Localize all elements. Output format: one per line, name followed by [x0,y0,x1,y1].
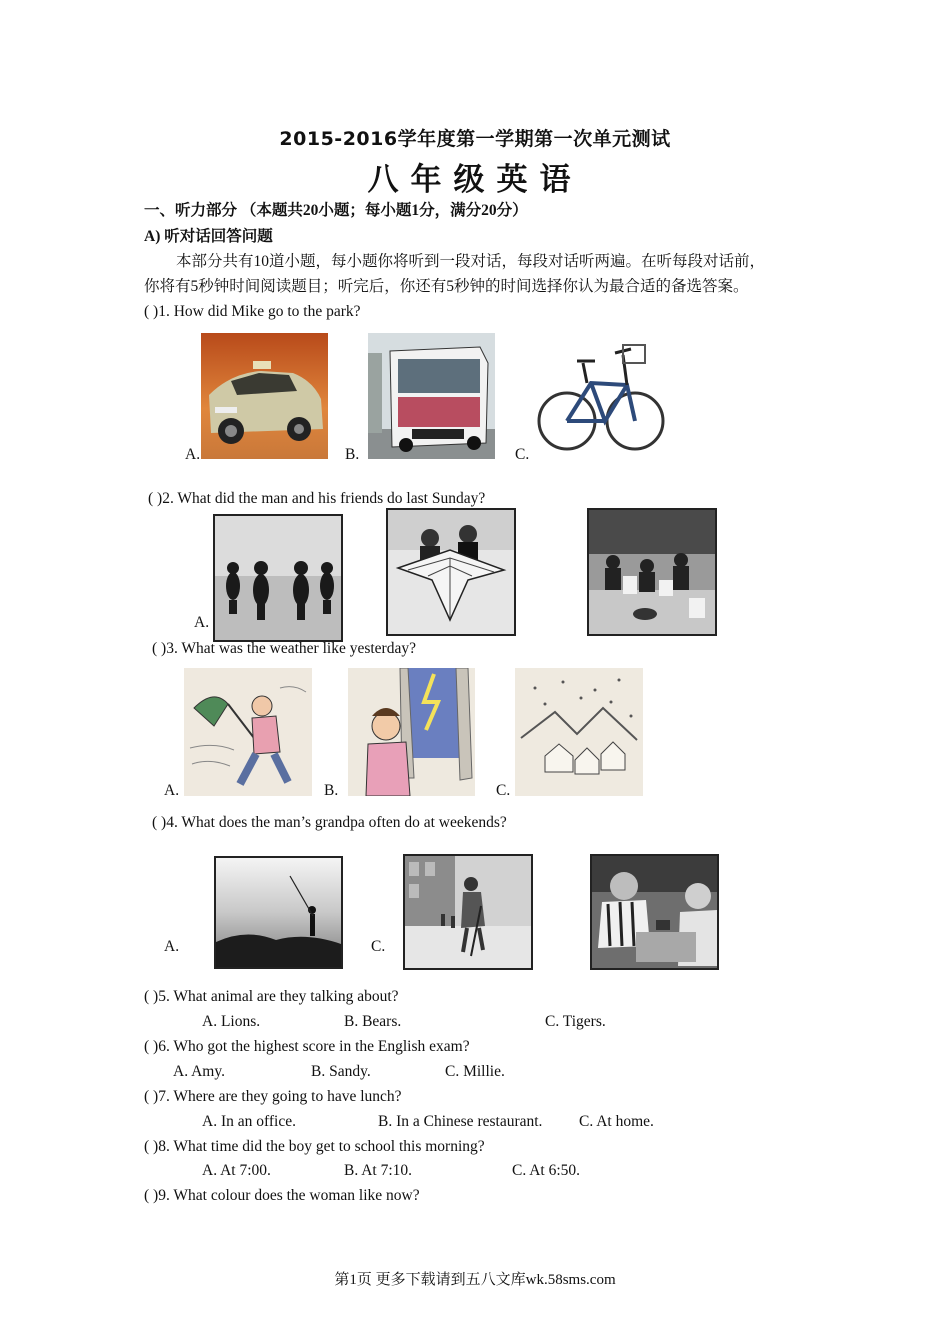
q8-option-a: A. At 7:00. [202,1162,271,1179]
picnic-photo [587,508,717,636]
taxi-photo [201,333,328,459]
croquet-photo [403,854,533,970]
q5-option-c: C. Tigers. [545,1013,606,1030]
q7-option-b: B. In a Chinese restaurant. [378,1113,543,1130]
q7-option-c: C. At home. [579,1113,654,1130]
q7-option-a: A. In an office. [202,1113,296,1130]
fishing-photo [214,856,343,969]
section-heading: 一、听力部分 （本题共20小题；每小题1分，满分20分） [144,202,528,219]
q3-option-a: A. [164,782,180,799]
q6-option-b: B. Sandy. [311,1063,371,1080]
question-3: ( )3. What was the weather like yesterday? [152,640,416,657]
q6-option-a: A. Amy. [173,1063,225,1080]
question-8: ( )8. What time did the boy get to school this morning? [144,1138,485,1155]
windy-drawing [184,668,312,796]
q4-option-a: A. [164,938,180,955]
question-7: ( )7. Where are they going to have lunch? [144,1088,402,1105]
part-a-heading: A) 听对话回答问题 [144,228,273,245]
q1-option-a: A. [185,446,201,463]
snow-drawing [515,668,643,796]
chess-photo [590,854,719,970]
question-6: ( )6. Who got the highest score in the English exam? [144,1038,470,1055]
instructions-line-1: 本部分共有10道小题，每小题你将听到一段对话，每段对话听两遍。在听每段对话前， [176,253,766,270]
kite-photo [386,508,516,636]
bus-photo [368,333,495,459]
motorcycles-photo [213,514,343,642]
q8-option-b: B. At 7:10. [344,1162,413,1179]
thunder-drawing [348,668,475,796]
q5-option-b: B. Bears. [344,1013,402,1030]
exam-subject: 八年级英语 [367,162,583,198]
bicycle-photo [535,333,665,459]
q1-option-b: B. [345,446,360,463]
question-4: ( )4. What does the man’s grandpa often do at weekends? [152,814,507,831]
question-2: ( )2. What did the man and his friends do last Sunday? [148,490,486,507]
q1-option-c: C. [515,446,530,463]
q3-option-c: C. [496,782,511,799]
q6-option-c: C. Millie. [445,1063,505,1080]
q8-option-c: C. At 6:50. [512,1162,581,1179]
page-footer: 第1页 更多下载请到五八文库wk.58sms.com [334,1272,616,1288]
q2-option-a: A. [194,614,210,631]
q4-option-c: C. [371,938,386,955]
question-9: ( )9. What colour does the woman like now? [144,1187,420,1204]
exam-title: 2015-2016学年度第一学期第一次单元测试 [279,128,671,150]
q5-option-a: A. Lions. [202,1013,261,1030]
instructions-line-2: 你将有5秒钟时间阅读题目；听完后，你还有5秒钟的时间选择你认为最合适的备选答案。 [144,278,749,295]
q3-option-b: B. [324,782,339,799]
question-5: ( )5. What animal are they talking about? [144,988,399,1005]
question-1: ( )1. How did Mike go to the park? [144,303,361,320]
